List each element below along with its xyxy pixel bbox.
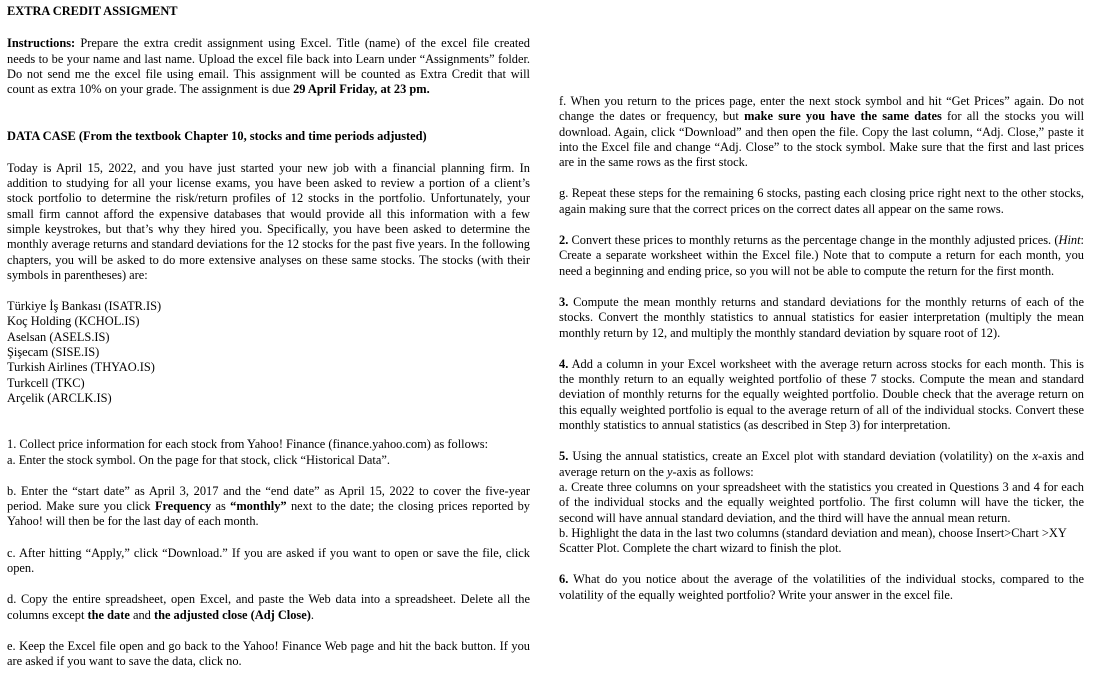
stock-item: Arçelik (ARCLK.IS) — [7, 390, 112, 405]
left-column — [7, 0, 530, 670]
step-1 — [7, 437, 530, 468]
step-1b: b. Enter the “start date” as April 3, 2017 and the “end date” as April 15, 2022 to cover the five-year period. Make sure you click Frequency as “monthly” next to the date; the closing prices reported by Yahoo! will then be for the last day of each month. — [7, 483, 530, 529]
stock-item: Koç Holding (KCHOL.IS) — [7, 314, 140, 329]
intro-paragraph: Today is April 15, 2022, and you have just started your new job with a financial planning firm. In addition to studying for all your license exams, you have been asked to review a portion of a client’s stock portfolio to determine the risk/return profiles of 12 stocks in the portfolio. Unfortunately, your small firm cannot afford the expensive databases that would provide all this information with a few simple keystrokes, but that’s why they hired you. Specifically, you have been asked to determine the monthly average returns and standard deviations for the 12 stocks for the past five years. In the following chapters, you will be asked to do more extensive analyses on these same stocks. The stocks (with their symbols in parentheses) are: — [7, 160, 530, 282]
step-5b: b. Highlight the data in the last two columns (standard deviation and mean), choose Insert>Chart >XY Scatter Plot. Complete the chart wizard to finish the plot. — [559, 525, 1067, 556]
due-date: 29 April Friday, at 23 pm. — [293, 82, 430, 97]
stock-item: Turkish Airlines (THYAO.IS) — [7, 360, 155, 375]
stock-list — [7, 299, 530, 406]
step-1c: c. After hitting “Apply,” click “Download.” If you are asked if you want to open or save the file, click open. — [7, 545, 530, 576]
instructions-paragraph: Instructions: Prepare the extra credit assignment using Excel. Title (name) of the excel file created needs to be your name and last name. Upload the excel file back into Learn under “Assignments” folder. Do not send me the excel file using email. This assignment will be counted as Extra Credit that will count as extra 10% on your grade. The assignment is due 29 April Friday, at 23 pm. — [7, 36, 530, 97]
step-5-intro: 5. Using the annual statistics, create an Excel plot with standard deviation (volatility) on the x-axis and average return on the y-axis as follows: — [559, 449, 1084, 479]
right-column — [559, 0, 1084, 603]
stock-item: Turkcell (TKC) — [7, 375, 85, 390]
step-4: 4. Add a column in your Excel worksheet with the average return across stocks for each month. This is the monthly return to an equally weighted portfolio of these 7 stocks. Compute the mean and standard deviation of monthly returns for the equally weighted portfolio. Double check that the average return on this equally weighted portfolio is equal to the average return of all of the individual stocks. Convert these monthly statistics to annual statistics (as described in Step 3) for interpretation. — [559, 356, 1084, 433]
stock-item: Şişecam (SISE.IS) — [7, 345, 100, 360]
step-1-line: 1. Collect price information for each stock from Yahoo! Finance (finance.yahoo.com) as follows: — [7, 437, 489, 452]
step-5a: a. Create three columns on your spreadsheet with the statistics you created in Questions 3 and 4 for each of the individual stocks and the equally weighted portfolio. The first column will have the ticker, the second will have annual standard deviation, and the third will have the annual mean return. — [559, 479, 1084, 525]
step-6: 6. What do you notice about the average of the volatilities of the individual stocks, compared to the volatility of the equally weighted portfolio? Write your answer in the excel file. — [559, 572, 1084, 602]
page-title: EXTRA CREDIT ASSIGMENT — [7, 4, 178, 18]
stock-item: Türkiye İş Bankası (ISATR.IS) — [7, 299, 162, 314]
step-2: 2. Convert these prices to monthly returns as the percentage change in the monthly adjusted prices. (Hint: Create a separate worksheet within the Excel file.) Note that to compute a return for each month, you need a beginning and ending price, so you will not be able to compute the return for the first month. — [559, 233, 1084, 278]
step-3: 3. Compute the mean monthly returns and standard deviations for the monthly returns of each of the stocks. Convert the monthly statistics to annual statistics for easier interpretation (multiply the mean monthly return by 12, and multiply the monthly standard deviation by square root of 12). — [559, 294, 1084, 340]
stock-item: Aselsan (ASELS.IS) — [7, 329, 110, 344]
instructions-label: Instructions: — [7, 36, 76, 51]
step-1e: e. Keep the Excel file open and go back to the Yahoo! Finance Web page and hit the back button. If you are asked if you want to save the data, click no. — [7, 638, 530, 669]
data-case-heading: DATA CASE (From the textbook Chapter 10, stocks and time periods adjusted) — [7, 129, 427, 144]
step-1a-line: a. Enter the stock symbol. On the page for that stock, click “Historical Data”. — [7, 452, 390, 467]
step-1f: f. When you return to the prices page, enter the next stock symbol and hit “Get Prices” again. Do not change the dates or frequency, but make sure you have the same dates for all the stocks you will download. Again, click “Download” and then open the file. Copy the last column, “Adj. Close,” paste it into the Excel file and change “Adj. Close” to the stock symbol. Make sure that the first and last prices are in the same rows as the first stock. — [559, 94, 1085, 170]
step-1g: g. Repeat these steps for the remaining 6 stocks, pasting each closing price right next to the other stocks, again making sure that the correct prices on the correct dates all appear on the same rows. — [559, 186, 1084, 216]
step-5 — [559, 449, 1084, 556]
step-1d: d. Copy the entire spreadsheet, open Excel, and paste the Web data into a spreadsheet. Delete all the columns except the date and the adjusted close (Adj Close). — [7, 592, 530, 622]
